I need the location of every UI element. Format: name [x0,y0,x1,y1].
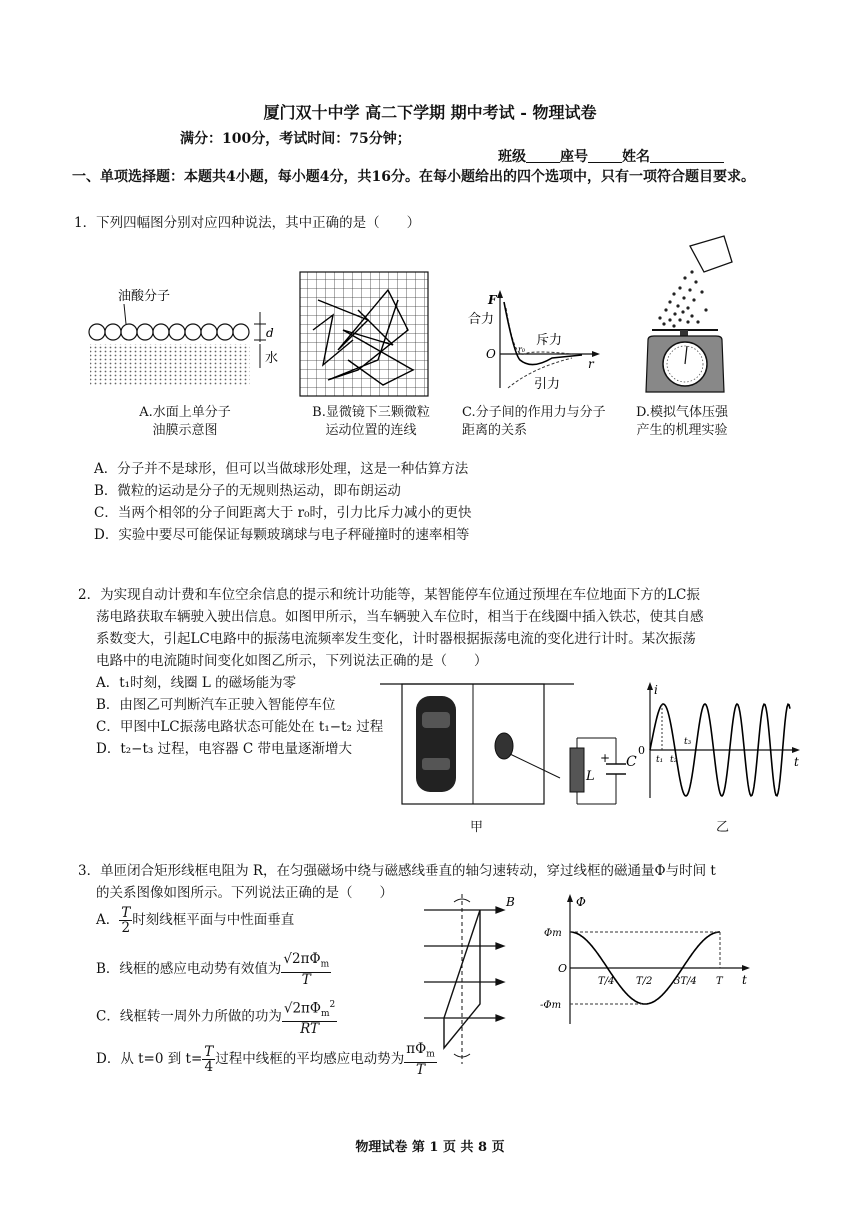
q2-option-c[interactable]: C．甲图中LC振荡电路状态可能处在 t₁−t₂ 过程 [96,719,384,735]
q3-c-sup: 2 [329,1000,336,1010]
label-F: F [488,293,497,307]
q3-c-num: √2πΦ [283,1000,321,1017]
q2-options [96,672,383,760]
q3-option-b[interactable] [96,952,331,987]
label-t2: t₂ [670,755,678,765]
q3-b-prefix: B．线框的感应电动势有效值为 [96,960,282,977]
label-rep: 斥力 [536,333,563,348]
q3-d-prefix: D．从 t=0 到 t= [96,1050,203,1067]
fig-a-oil-film [84,282,284,392]
fig-rotating-frame [414,888,524,1068]
label-negphim: -Φm [540,1000,562,1011]
fig-a-caption-2: 油膜示意图 [152,423,218,438]
q3-c-prefix: C．线框转一周外力所做的功为 [96,1008,282,1025]
label-r: r [588,357,594,371]
q3-c-den: RT [300,1021,320,1038]
fig-d-caption [622,404,742,440]
label-phi: Φ [576,895,586,909]
label-water: 水 [265,351,279,366]
car-icon [416,696,456,792]
fig-c-caption-2: 距离的关系 [462,423,528,438]
q3-b-num: √2πΦ [283,951,321,967]
q1-stem: 1．下列四幅图分别对应四种说法，其中正确的是（ ） [74,215,421,231]
label-plus: + [600,751,611,765]
section-heading: 一、单项选择题：本题共4小题，每小题4分，共16分。在每小题给出的四个选项中，只有一项符合题目要求。 [72,169,755,185]
q3-option-a[interactable] [96,906,294,935]
label-att: 引力 [534,377,561,392]
tick-T: T [716,976,723,987]
coil-core [495,733,513,759]
q2-stem-line-1: 2．为实现自动计费和车位空余信息的提示和统计功能等，某智能停车位通过预埋在车位地面下方的LC振 [78,587,700,603]
fig-b-caption [296,404,446,440]
q3-d-den1: 4 [204,1058,214,1075]
fig-flux-graph [540,888,755,1028]
q3-option-c[interactable] [96,998,337,1036]
q3-c-fraction [282,998,337,1036]
q3-b-fraction [281,952,331,987]
label-t3: t₃ [684,737,692,747]
q2-stem-line-3: 系数变大，引起LC电路中的振荡电流频率发生变化，计时器根据振荡电流的变化进行计时。某次振荡 [96,631,696,647]
label-t: t [794,755,799,769]
fig-jia-caption: 甲 [470,820,484,835]
label-net: 合力 [468,312,495,327]
q3-a-num: T [121,905,131,921]
label-L: L [586,769,595,784]
q2-option-a[interactable]: A．t₁时刻，线圈 L 的磁场能为零 [96,675,297,691]
label-O: O [486,347,496,361]
label-d: d [266,326,274,340]
seat-label: 座号 [560,149,588,165]
fig-yi-current-graph [630,676,805,806]
field-lines [424,907,504,1021]
q3-d-sub: m [426,1049,435,1060]
name-blank[interactable] [650,148,724,163]
q2-stem-line-4: 电路中的电流随时间变化如图乙所示，下列说法正确的是（ ） [96,653,488,669]
label-phim: Φm [544,928,562,939]
tick-3T4: 3T/4 [674,976,697,987]
q2-option-b[interactable]: B．由图乙可判断汽车正驶入智能停车位 [96,697,336,713]
label-t: t [742,973,747,987]
fig-d-caption-1: D.模拟气体压强 [635,405,729,420]
q3-a-prefix: A． [96,912,120,928]
q3-c-sub: m [320,1009,330,1020]
q3-a-text: 时刻线框平面与中性面垂直 [132,912,295,928]
fig-a-caption-1: A.水面上单分子 [139,405,231,420]
fig-d-caption-2: 产生的机理实验 [636,423,728,438]
q3-d-num2: πΦ [406,1041,427,1057]
q2-stem [78,584,798,672]
fig-a-caption [110,404,260,440]
page-footer: 物理试卷 第 1 页 共 8 页 [355,1140,505,1155]
student-fields [498,146,724,166]
q3-option-d[interactable] [96,1042,437,1077]
label-B: B [506,895,515,909]
q1-option-c[interactable]: C．当两个相邻的分子间距离大于 r₀时，引力比斥力减小的更快 [94,505,472,521]
glass-beads [658,270,707,327]
q2-option-d[interactable]: D．t₂−t₃ 过程，电容器 C 带电量逐渐增大 [96,741,353,757]
name-label: 姓名 [622,149,650,165]
q1-options [94,458,472,546]
water-dots [90,344,250,386]
q3-d-text: 过程中线框的平均感应电动势为 [215,1050,405,1067]
label-molecule: 油酸分子 [118,289,171,304]
q3-b-den: T [301,971,311,988]
seat-blank[interactable] [588,148,622,163]
q1-option-b[interactable]: B．微粒的运动是分子的无规则热运动，即布朗运动 [94,483,401,499]
label-i: i [654,683,658,697]
cup [690,236,732,272]
label-O: O [558,962,568,975]
q3-b-sub: m [320,959,330,970]
fig-b-caption-1: B.显微镜下三颗微粒 [312,405,430,420]
fig-c-force-graph [462,288,602,398]
q3-d-num1: T [204,1043,214,1060]
label-C: C [626,754,637,770]
exam-meta: 满分：100分，考试时间：75分钟； [180,131,411,147]
q3-stem-line-2: 的关系图像如图所示。下列说法正确的是（ ） [96,885,393,901]
inductor-coil [570,748,584,792]
q3-a-fraction [119,906,132,935]
fig-c-caption [462,404,622,440]
label-r0: r₀ [518,345,526,354]
q3-stem-line-1: 3．单匝闭合矩形线框电阻为 R，在匀强磁场中绕与磁感线垂直的轴匀速转动，穿过线框的磁通量Φ与时间 t [78,863,716,879]
molecule-pointer [124,304,126,324]
q3-a-den: 2 [121,920,131,936]
oil-molecules [89,324,249,340]
fig-b-brownian [298,270,433,400]
tick-T4: T/4 [598,976,615,987]
class-label: 班级 [498,149,526,165]
label-O: 0 [638,744,645,757]
fig-d-scale [630,232,740,400]
q3-d-fraction-1 [202,1045,215,1074]
tick-T2: T/2 [636,976,653,987]
fig-c-caption-1: C.分子间的作用力与分子 [462,405,606,420]
fig-b-caption-2: 运动位置的连线 [325,423,417,438]
q1-option-d[interactable]: D．实验中要尽可能保证每颗玻璃球与电子秤碰撞时的速率相等 [94,527,470,543]
fig-yi-caption: 乙 [716,820,730,835]
q2-stem-line-2: 荡电路获取车辆驶入驶出信息。如图甲所示，当车辆驶入车位时，相当于在线圈中插入铁芯，使其自感 [96,609,704,625]
q1-option-a[interactable]: A．分子并不是球形，但可以当做球形处理，这是一种估算方法 [94,461,469,477]
class-blank[interactable] [526,148,560,163]
exam-title: 厦门双十中学 高二下学期 期中考试 - 物理试卷 [263,103,597,122]
q3-d-den2: T [416,1061,426,1078]
fig-jia-parking [380,676,580,816]
label-t1: t₁ [656,755,664,765]
